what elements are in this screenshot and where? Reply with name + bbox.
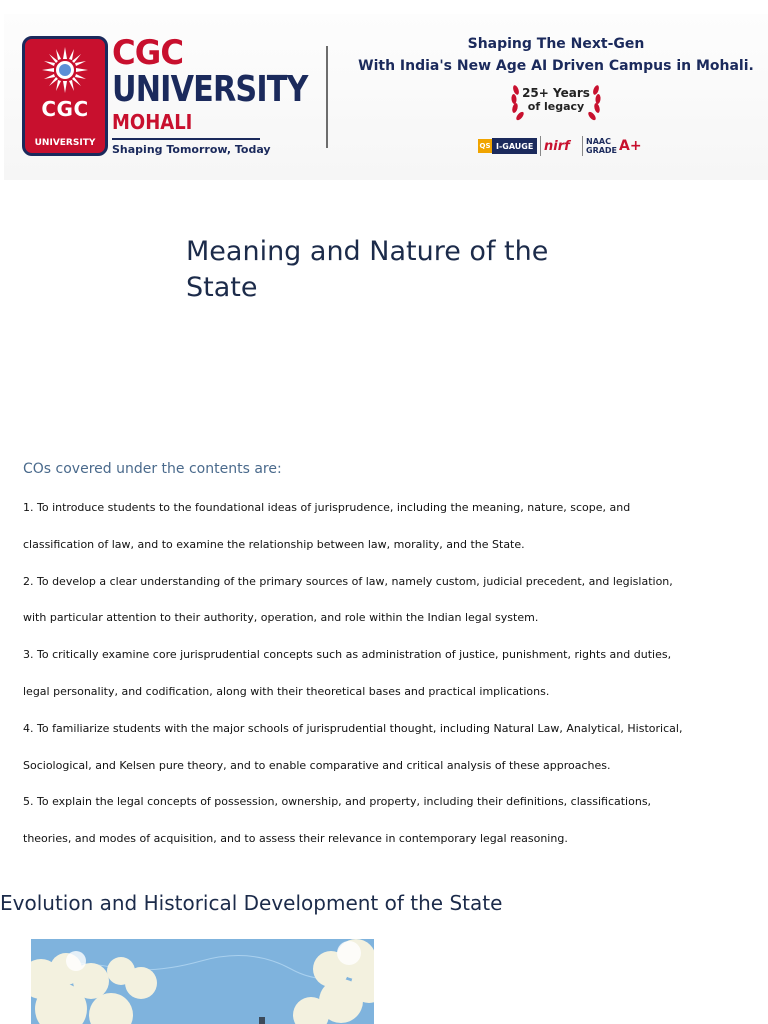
- banner-headline-2: With India's New Age AI Driven Campus in Mohali.: [358, 58, 754, 74]
- list-item-line: 5. To explain the legal concepts of possession, ownership, and property, including their definitions, classifications,: [23, 795, 652, 809]
- brand-university: UNIVERSITY: [112, 69, 308, 110]
- naac-logo: [586, 135, 642, 157]
- state-illustration-image: [31, 939, 374, 1024]
- legacy-years: 25+ Years: [522, 86, 590, 100]
- brand-divider: [112, 138, 260, 140]
- accreditation-divider: [582, 136, 583, 156]
- list-item-line: 4. To familiarize students with the major schools of jurisprudential thought, including Natural Law, Analytical, Historical,: [23, 721, 683, 735]
- list-item: [23, 790, 723, 864]
- seal-university-text: UNIVERSITY: [34, 138, 96, 148]
- banner-headline-1: Shaping The Next-Gen: [467, 36, 645, 52]
- naac-grade-value: A+: [619, 138, 642, 154]
- brand-tagline: Shaping Tomorrow, Today: [112, 143, 271, 156]
- list-item: [23, 643, 723, 717]
- sun-emblem-icon: [40, 45, 90, 95]
- page-title: Meaning and Nature of the State: [186, 236, 549, 303]
- list-item: [23, 717, 723, 791]
- banner-divider: [326, 46, 328, 148]
- list-item-line: 1. To introduce students to the foundational ideas of jurisprudence, including the meaning, nature, scope, and: [23, 501, 631, 514]
- list-item-line: Sociological, and Kelsen pure theory, and to enable comparative and critical analysis of these approaches.: [23, 758, 611, 772]
- legacy-label: of legacy: [527, 100, 585, 113]
- header-banner: [4, 14, 768, 180]
- list-item-line: 2. To develop a clear understanding of the primary sources of law, namely custom, judicial precedent, and legislation,: [23, 574, 673, 588]
- list-item-line: 3. To critically examine core jurisprudential concepts such as administration of justice, punishment, rights and duties,: [23, 648, 672, 662]
- legacy-badge: [508, 80, 604, 126]
- list-item: [23, 570, 723, 644]
- accreditation-divider: [540, 136, 541, 156]
- naac-grade-label: GRADE: [586, 146, 618, 155]
- seal-cgc-text: CGC: [41, 97, 89, 121]
- clouds-illustration: [31, 939, 374, 1024]
- section-heading: Evolution and Historical Development of the State: [0, 891, 503, 915]
- nirf-logo: nirf: [544, 138, 570, 154]
- brand-cgc: CGC: [112, 33, 184, 73]
- brand-mohali: MOHALI: [112, 110, 193, 134]
- qs-igauge-logo: [478, 135, 538, 157]
- qs-mark: QS: [478, 139, 492, 153]
- list-item-line: legal personality, and codification, along with their theoretical bases and practical implications.: [23, 684, 550, 698]
- list-item-line: classification of law, and to examine the relationship between law, morality, and the State.: [23, 537, 525, 551]
- co-list: [23, 496, 723, 864]
- igauge-label: I-GAUGE: [492, 138, 537, 154]
- co-heading: COs covered under the contents are:: [23, 461, 282, 477]
- list-item-line: theories, and modes of acquisition, and to assess their relevance in contemporary legal reasoning.: [23, 832, 568, 846]
- list-item-line: with particular attention to their authority, operation, and role within the Indian legal system.: [23, 611, 539, 625]
- naac-text: NAAC: [586, 137, 611, 146]
- university-seal-logo: [22, 36, 108, 156]
- list-item: [23, 496, 723, 570]
